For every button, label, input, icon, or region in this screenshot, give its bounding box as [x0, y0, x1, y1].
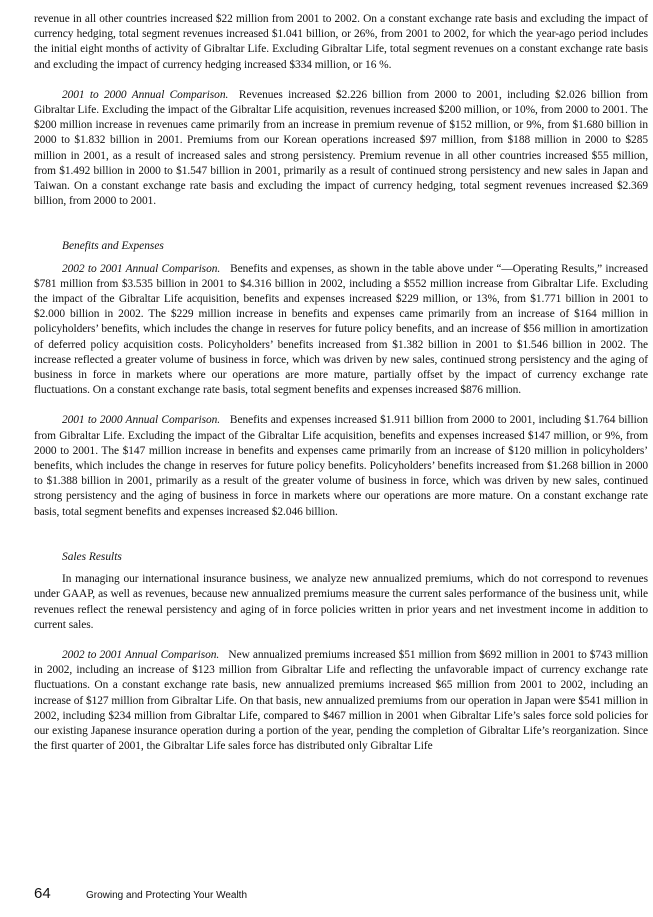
- paragraph-lead: 2002 to 2001 Annual Comparison.: [62, 648, 220, 661]
- footer-title: Growing and Protecting Your Wealth: [86, 890, 248, 901]
- section-heading-benefits-expenses: Benefits and Expenses: [62, 240, 164, 253]
- paragraph-revenue-continued: revenue in all other countries increased $22 million from 2001 to 2002. On a constant exchange rate basis and excluding the impact of currency hedging, total segment revenues increased $1.041 billion, or 26%, from 2001 to 2002, for which the year-ago period includes the initial eight months of activity of Gibraltar Life. Excluding Gibraltar Life, total segment revenues on a constant exchange rate basis and excluding the impact of currency hedging increased $334 million, or 16 %.: [34, 13, 648, 71]
- paragraph-text: Revenues increased $2.226 billion from 2000 to 2001, including $2.026 billion from Gibraltar Life. Excluding the impact of the Gibraltar Life acquisition, revenues increased $200 million, or 10%, from 2000 to 2001. The $200 million increase in revenues came primarily from an increase in premium revenue of $152 million, or 9%, from $1.680 billion in 2000 to $1.832 billion in 2001. Premiums from our Korean operations increased $97 million, from $188 million in 2000 to $285 million in 2001, as a result of increased sales and strong persistency. Premium revenue in all other countries increased $55 million, from $1.492 billion in 2000 to $1.547 billion in 2001, primarily as a result of continued strong persistency and new sales in Japan and Taiwan. On a constant exchange rate basis and excluding the impact of currency hedging, total segment revenues increased $2.369 billion, from 2000 to 2001.: [34, 88, 648, 208]
- paragraph-2001-2000-benefits: [34, 413, 648, 519]
- paragraph-text: New annualized premiums increased $51 million from $692 million in 2001 to $743 million in 2002, including an increase of $123 million from Gibraltar Life and reflecting the unfavorable impact of currency exchange rate fluctuations. On a constant exchange rate basis, new annualized premiums increased $65 million from 2001 to 2002, including an increase of $127 million from Gibraltar Life. On that basis, new annualized premiums from our operation in Japan were $541 million in 2002, including $234 million from Gibraltar Life, compared to $467 million in 2001 when Gibraltar Life’s sales force sold policies for our existing Japanese insurance operation during a portion of the year, pending the completion of Gibraltar Life’s reorganization. Since the first quarter of 2001, the Gibraltar Life sales force has distributed only Gibraltar Life: [34, 648, 648, 753]
- page-footer: [34, 885, 247, 902]
- paragraph-2002-2001-sales: [34, 648, 648, 754]
- paragraph-lead: 2001 to 2000 Annual Comparison.: [62, 414, 221, 427]
- section-heading-sales-results: Sales Results: [62, 550, 122, 563]
- paragraph-text: Benefits and expenses, as shown in the table above under “—Operating Results,” increased $781 million from $3.535 billion in 2001 to $4.316 billion in 2002, including a $552 million increase from Gibraltar Life. Excluding the impact of the Gibraltar Life acquisition, benefits and expenses increased $229 million, or 13%, from $1.771 billion in 2001 to $2.000 billion in 2002. The $229 million increase in benefits and expenses came primarily from an increase of $164 million in policyholders’ benefits, which includes the change in reserves for future policy benefits, and an increase of $56 million in amortization of deferred policy acquisition costs. Policyholders’ benefits increased from $1.382 billion in 2001 to $1.546 billion in 2002. The increase reflected a greater volume of business in force, which was driven by new sales, continued strong persistency and the aging of business in force in markets where our operations are more mature, partially offset by the impact of currency exchange rate fluctuations. On a constant exchange rate basis, total segment benefits and expenses increased $876 million.: [34, 262, 648, 397]
- paragraph-lead: 2002 to 2001 Annual Comparison.: [62, 262, 221, 275]
- page-number: 64: [34, 885, 51, 902]
- paragraph-lead: 2001 to 2000 Annual Comparison.: [62, 88, 229, 101]
- document-body: [34, 12, 648, 754]
- paragraph-sales-intro: In managing our international insurance business, we analyze new annualized premiums, which do not correspond to revenues under GAAP, as well as revenues, because new annualized premiums measure the current sales performance of the business unit, while revenues reflect the renewal persistency and aging of in force policies written in prior years and net investment income in addition to current sales.: [34, 573, 648, 631]
- paragraph-2001-2000-revenues: [34, 88, 648, 210]
- paragraph-text: Benefits and expenses increased $1.911 billion from 2000 to 2001, including $1.764 billion from Gibraltar Life. Excluding the impact of the Gibraltar Life acquisition, benefits and expenses increased $147 million, or 9%, from 2000 to 2001. The $147 million increase in benefits and expenses came primarily from an increase of $120 million in policyholders’ benefits, which includes the change in reserves for future policy benefits. Policyholders’ benefits increased from $1.268 billion in 2000 to $1.388 billion in 2001, primarily as a result of the greater volume of business in force, which was driven by new sales, continued strong persistency and the aging of business in force in markets where our operations are more mature. On a constant exchange rate basis, total segment benefits and expenses increased $2.046 billion.: [34, 414, 649, 518]
- paragraph-2002-2001-benefits: [34, 262, 648, 399]
